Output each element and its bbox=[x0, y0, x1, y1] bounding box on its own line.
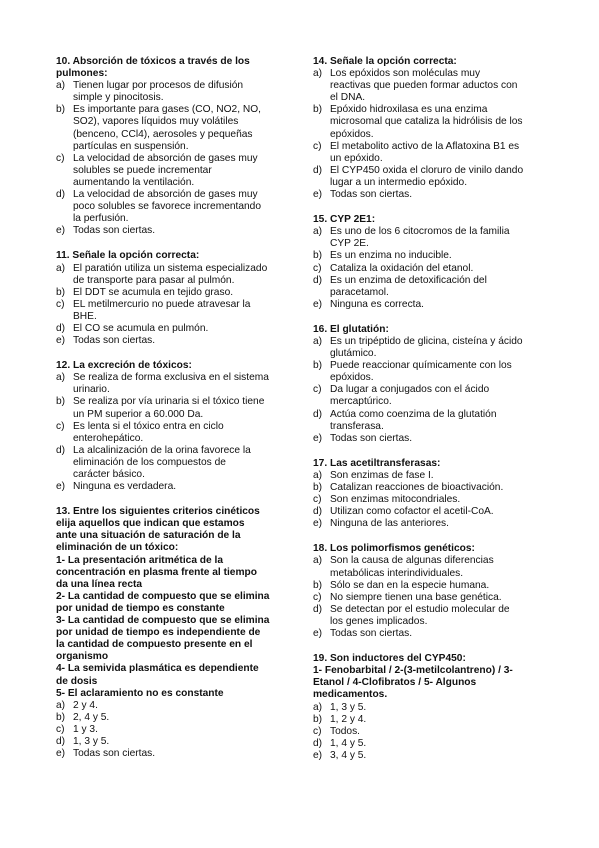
option-text-line: Todas son ciertas. bbox=[73, 748, 156, 760]
question-title-line: 17. Las acetiltransferasas: bbox=[313, 457, 441, 469]
criteria-line: da una línea recta bbox=[56, 578, 143, 590]
option-letter: c) bbox=[313, 262, 322, 274]
question-title-line: 19. Son inductores del CYP450: bbox=[313, 653, 466, 665]
option-text-line: Todas son ciertas. bbox=[330, 189, 413, 201]
option-letter: e) bbox=[56, 225, 66, 237]
option-letter: a) bbox=[56, 699, 66, 711]
question-title-line: 1- Fenobarbital / 2-(3-metilcolantreno) / 3- bbox=[313, 665, 513, 677]
answer-option bbox=[313, 518, 545, 530]
option-letter: d) bbox=[313, 274, 323, 286]
answer-option bbox=[313, 275, 545, 299]
option-text bbox=[73, 299, 284, 323]
question-title bbox=[313, 458, 545, 470]
answer-option bbox=[313, 250, 545, 262]
options-list bbox=[56, 80, 284, 237]
option-text bbox=[330, 738, 545, 750]
option-letter: b) bbox=[56, 104, 66, 116]
option-letter: c) bbox=[313, 384, 322, 396]
option-text bbox=[330, 275, 545, 299]
option-letter: a) bbox=[56, 372, 66, 384]
options-list bbox=[56, 263, 284, 348]
question-title-line: 12. La excreción de tóxicos: bbox=[56, 360, 192, 372]
option-text-line: Actúa como coenzima de la glutatión bbox=[330, 408, 497, 420]
option-letter: e) bbox=[56, 335, 66, 347]
answer-option bbox=[56, 104, 284, 152]
question-title-line: 13. Entre los siguientes criterios cinéticos bbox=[56, 506, 260, 518]
option-text bbox=[330, 628, 545, 640]
option-text-line: enterohepático. bbox=[73, 432, 144, 444]
option-letter: a) bbox=[313, 469, 323, 481]
options-list bbox=[56, 700, 284, 760]
option-text-line: El CYP450 oxida el cloruro de vinilo dando bbox=[330, 164, 524, 176]
option-text bbox=[330, 580, 545, 592]
option-text-line: Tienen lugar por procesos de difusión bbox=[73, 80, 244, 92]
question-title-line: elija aquellos que indican que estamos bbox=[56, 518, 245, 530]
answer-option bbox=[313, 738, 545, 750]
question-title bbox=[56, 56, 284, 80]
option-letter: c) bbox=[313, 591, 322, 603]
answer-option bbox=[313, 299, 545, 311]
option-text bbox=[330, 409, 545, 433]
option-text bbox=[73, 287, 284, 299]
option-letter: a) bbox=[313, 226, 323, 238]
question-block bbox=[56, 56, 284, 237]
answer-option bbox=[313, 714, 545, 726]
question-block bbox=[313, 324, 545, 445]
option-text-line: Se realiza por vía urinaria si el tóxico tiene bbox=[73, 396, 265, 408]
option-text-line: Da lugar a conjugados con el ácido bbox=[330, 384, 490, 396]
answer-option bbox=[56, 323, 284, 335]
option-text bbox=[330, 360, 545, 384]
question-title bbox=[313, 653, 545, 701]
answer-option bbox=[56, 225, 284, 237]
option-text bbox=[330, 714, 545, 726]
option-text-line: urinario. bbox=[73, 384, 110, 396]
answer-option bbox=[56, 724, 284, 736]
answer-option bbox=[56, 445, 284, 481]
option-text bbox=[73, 481, 284, 493]
answer-option bbox=[56, 372, 284, 396]
option-text-line: los genes implicados. bbox=[330, 615, 428, 627]
option-text-line: Es un enzima de detoxificación del bbox=[330, 274, 487, 286]
option-text-line: 2, 4 y 5. bbox=[73, 711, 110, 723]
option-text bbox=[73, 153, 284, 189]
option-letter: c) bbox=[313, 725, 322, 737]
option-text-line: paracetamol. bbox=[330, 286, 389, 298]
option-letter: b) bbox=[313, 250, 323, 262]
option-text-line: Ninguna es correcta. bbox=[330, 298, 425, 310]
option-text-line: Cataliza la oxidación del etanol. bbox=[330, 262, 474, 274]
criteria-line: 1- La presentación aritmética de la bbox=[56, 554, 224, 566]
option-text bbox=[330, 384, 545, 408]
criteria-line: por unidad de tiempo es constante bbox=[56, 602, 225, 614]
option-text bbox=[330, 68, 545, 104]
answer-option bbox=[313, 470, 545, 482]
option-text bbox=[330, 518, 545, 530]
answer-option bbox=[56, 287, 284, 299]
answer-option bbox=[313, 494, 545, 506]
answer-option bbox=[313, 226, 545, 250]
option-text-line: El paratión utiliza un sistema especializado bbox=[73, 262, 268, 274]
option-text bbox=[330, 726, 545, 738]
option-letter: e) bbox=[313, 298, 323, 310]
option-text-line: 1, 2 y 4. bbox=[330, 713, 367, 725]
answer-option bbox=[313, 555, 545, 579]
option-text-line: un epóxido. bbox=[330, 152, 383, 164]
option-text bbox=[73, 700, 284, 712]
option-letter: b) bbox=[313, 360, 323, 372]
option-text-line: CYP 2E. bbox=[330, 238, 369, 250]
question-title bbox=[313, 543, 545, 555]
question-title-line: 14. Señale la opción correcta: bbox=[313, 56, 457, 67]
answer-option bbox=[313, 336, 545, 360]
answer-option bbox=[313, 750, 545, 762]
answer-option bbox=[313, 580, 545, 592]
option-text bbox=[73, 445, 284, 481]
criteria-line: de dosis bbox=[56, 675, 98, 687]
option-text-line: aumentando la ventilación. bbox=[73, 176, 195, 188]
answer-option bbox=[313, 409, 545, 433]
option-text-line: reactivas que pueden formar aductos con bbox=[330, 80, 518, 92]
option-text bbox=[330, 104, 545, 140]
answer-option bbox=[56, 700, 284, 712]
question-block bbox=[56, 360, 284, 493]
question-block bbox=[313, 214, 545, 311]
criteria-line: 5- El aclaramiento no es constante bbox=[56, 687, 224, 699]
option-text-line: mercaptúrico. bbox=[330, 396, 392, 408]
option-text-line: lugar a un intermedio epóxido. bbox=[330, 176, 468, 188]
option-letter: d) bbox=[313, 506, 323, 518]
answer-option bbox=[313, 263, 545, 275]
option-letter: d) bbox=[313, 737, 323, 749]
question-title bbox=[56, 250, 284, 262]
option-text bbox=[330, 226, 545, 250]
question-title-line: eliminación de un tóxico: bbox=[56, 542, 179, 554]
option-text-line: Utilizan como cofactor el acetil-CoA. bbox=[330, 506, 494, 518]
right-column bbox=[313, 56, 545, 775]
answer-option bbox=[56, 335, 284, 347]
answer-option bbox=[56, 712, 284, 724]
answer-option bbox=[56, 80, 284, 104]
criteria-line: la cantidad de compuesto presente en el bbox=[56, 639, 253, 651]
option-text-line: Se detectan por el estudio molecular de bbox=[330, 603, 510, 615]
option-letter: b) bbox=[313, 713, 323, 725]
question-block bbox=[313, 458, 545, 531]
criteria-list bbox=[56, 555, 284, 700]
option-text-line: Es un tripéptido de glicina, cisteína y ácido bbox=[330, 335, 523, 347]
option-text bbox=[330, 470, 545, 482]
criteria-line: 4- La semivida plasmática es dependiente bbox=[56, 663, 259, 675]
option-text-line: 3, 4 y 5. bbox=[330, 749, 367, 761]
answer-option bbox=[313, 104, 545, 140]
question-block bbox=[56, 250, 284, 347]
answer-option bbox=[56, 481, 284, 493]
option-text-line: Todas son ciertas. bbox=[73, 225, 156, 237]
option-letter: d) bbox=[56, 322, 66, 334]
option-letter: a) bbox=[313, 335, 323, 347]
option-text-line: 1 y 3. bbox=[73, 723, 98, 735]
option-text bbox=[330, 141, 545, 165]
option-text-line: La alcalinización de la orina favorece la bbox=[73, 444, 251, 456]
option-text bbox=[73, 712, 284, 724]
question-block bbox=[313, 56, 545, 201]
option-text-line: Es uno de los 6 citocromos de la familia bbox=[330, 226, 510, 238]
option-text bbox=[73, 335, 284, 347]
option-text-line: 1, 3 y 5. bbox=[73, 735, 110, 747]
option-text-line: Es un enzima no inducible. bbox=[330, 250, 452, 262]
options-list bbox=[313, 470, 545, 530]
option-letter: c) bbox=[313, 494, 322, 506]
option-letter: a) bbox=[56, 80, 66, 92]
options-list bbox=[313, 226, 545, 311]
question-block bbox=[313, 653, 545, 762]
answer-option bbox=[56, 189, 284, 225]
option-text bbox=[330, 433, 545, 445]
option-letter: e) bbox=[56, 748, 66, 760]
option-text bbox=[73, 396, 284, 420]
answer-option bbox=[313, 189, 545, 201]
option-text-line: Todas son ciertas. bbox=[73, 335, 156, 347]
option-text bbox=[330, 263, 545, 275]
option-text-line: Puede reaccionar químicamente con los bbox=[330, 360, 512, 372]
option-text bbox=[73, 724, 284, 736]
option-text bbox=[73, 323, 284, 335]
option-letter: e) bbox=[313, 189, 323, 201]
option-text-line: EL metilmercurio no puede atravesar la bbox=[73, 298, 251, 310]
answer-option bbox=[313, 384, 545, 408]
option-text-line: transferasa. bbox=[330, 420, 384, 432]
options-list bbox=[313, 555, 545, 640]
option-text-line: Son enzimas de fase I. bbox=[330, 469, 434, 481]
option-text bbox=[330, 189, 545, 201]
option-text-line: El metabolito activo de la Aflatoxina B1 es bbox=[330, 140, 520, 152]
answer-option bbox=[313, 141, 545, 165]
question-title-line: 15. CYP 2E1: bbox=[313, 214, 376, 226]
option-text-line: glutámico. bbox=[330, 348, 377, 360]
question-title bbox=[56, 506, 284, 554]
answer-option bbox=[313, 68, 545, 104]
option-text-line: poco solubles se favorece incrementando bbox=[73, 201, 262, 213]
option-text-line: un PM superior a 60.000 Da. bbox=[73, 408, 204, 420]
option-text-line: El CO se acumula en pulmón. bbox=[73, 322, 209, 334]
option-text bbox=[73, 748, 284, 760]
option-text-line: epóxidos. bbox=[330, 128, 374, 140]
option-text-line: Todos. bbox=[330, 725, 361, 737]
option-text-line: de transporte para pasar al pulmón. bbox=[73, 274, 235, 286]
option-text-line: partículas en suspensión. bbox=[73, 140, 189, 152]
option-text-line: 1, 3 y 5. bbox=[330, 701, 367, 713]
option-text-line: solubles se puede incrementar bbox=[73, 164, 212, 176]
question-block bbox=[313, 543, 545, 640]
question-title-line: pulmones: bbox=[56, 68, 108, 80]
option-letter: b) bbox=[56, 286, 66, 298]
criteria-line: organismo bbox=[56, 651, 109, 663]
option-text-line: simple y pinocitosis. bbox=[73, 92, 164, 104]
criteria-line: por unidad de tiempo es independiente de bbox=[56, 627, 261, 639]
answer-option bbox=[313, 360, 545, 384]
option-letter: d) bbox=[56, 735, 66, 747]
option-letter: b) bbox=[56, 396, 66, 408]
option-text bbox=[73, 372, 284, 396]
option-letter: e) bbox=[313, 628, 323, 640]
option-text-line: La velocidad de absorción de gases muy bbox=[73, 189, 258, 201]
option-text bbox=[73, 263, 284, 287]
option-text-line: Son enzimas mitocondriales. bbox=[330, 494, 461, 506]
options-list bbox=[313, 702, 545, 762]
option-text bbox=[330, 506, 545, 518]
question-title-line: ante una situación de saturación de la bbox=[56, 530, 241, 542]
option-text-line: eliminación de los compuestos de bbox=[73, 456, 226, 468]
answer-option bbox=[56, 153, 284, 189]
option-text-line: Es lenta si el tóxico entra en ciclo bbox=[73, 420, 224, 432]
criteria-line: 3- La cantidad de compuesto que se elimina bbox=[56, 615, 270, 627]
answer-option bbox=[56, 263, 284, 287]
answer-option bbox=[313, 592, 545, 604]
option-letter: e) bbox=[56, 481, 66, 493]
option-letter: b) bbox=[56, 711, 66, 723]
answer-option bbox=[56, 421, 284, 445]
option-text-line: Ninguna es verdadera. bbox=[73, 481, 177, 493]
option-text-line: Epóxido hidroxilasa es una enzima bbox=[330, 104, 488, 116]
option-letter: a) bbox=[56, 262, 66, 274]
option-text-line: Son la causa de algunas diferencias bbox=[330, 555, 494, 567]
question-title-line: Etanol / 4-Clofibratos / 5- Algunos bbox=[313, 677, 477, 689]
answer-option bbox=[313, 506, 545, 518]
option-text bbox=[73, 736, 284, 748]
question-title-line: 10. Absorción de tóxicos a través de los bbox=[56, 56, 250, 67]
option-text bbox=[330, 702, 545, 714]
question-title bbox=[313, 214, 545, 226]
answer-option bbox=[313, 628, 545, 640]
option-text bbox=[330, 555, 545, 579]
option-text-line: Todas son ciertas. bbox=[330, 432, 413, 444]
answer-option bbox=[313, 165, 545, 189]
option-text-line: 1, 4 y 5. bbox=[330, 737, 367, 749]
option-text-line: la perfusión. bbox=[73, 213, 129, 225]
option-letter: d) bbox=[313, 603, 323, 615]
option-text-line: Es importante para gases (CO, NO2, NO, bbox=[73, 104, 261, 116]
option-text bbox=[330, 336, 545, 360]
option-text bbox=[330, 165, 545, 189]
question-title-line: 11. Señale la opción correcta: bbox=[56, 250, 200, 262]
options-list bbox=[313, 68, 545, 201]
question-title-line: 18. Los polimorfismos genéticos: bbox=[313, 543, 475, 555]
options-list bbox=[313, 336, 545, 445]
option-text bbox=[330, 592, 545, 604]
option-text-line: La velocidad de absorción de gases muy bbox=[73, 152, 258, 164]
answer-option bbox=[313, 482, 545, 494]
answer-option bbox=[56, 736, 284, 748]
option-letter: c) bbox=[56, 298, 65, 310]
option-text-line: Sólo se dan en la especie humana. bbox=[330, 579, 490, 591]
option-text bbox=[73, 104, 284, 152]
option-letter: c) bbox=[313, 140, 322, 152]
option-text bbox=[330, 750, 545, 762]
criteria-line: concentración en plasma frente al tiempo bbox=[56, 566, 257, 578]
criteria-line: 2- La cantidad de compuesto que se elimina bbox=[56, 590, 270, 602]
option-text-line: metabólicas interindividuales. bbox=[330, 567, 464, 579]
option-letter: a) bbox=[313, 68, 323, 80]
option-text bbox=[330, 299, 545, 311]
question-title-line: 16. El glutatión: bbox=[313, 323, 389, 335]
option-text-line: carácter básico. bbox=[73, 469, 145, 480]
option-letter: e) bbox=[313, 749, 323, 761]
option-letter: a) bbox=[313, 555, 323, 567]
option-text-line: epóxidos. bbox=[330, 372, 374, 384]
option-text-line: microsomal que cataliza la hidrólisis de los bbox=[330, 116, 523, 128]
option-text-line: el DNA. bbox=[330, 92, 366, 104]
question-title bbox=[56, 360, 284, 372]
option-letter: d) bbox=[313, 164, 323, 176]
option-text-line: SO2), vapores líquidos muy volátiles bbox=[73, 116, 239, 128]
option-letter: e) bbox=[313, 432, 323, 444]
answer-option bbox=[313, 433, 545, 445]
option-text bbox=[330, 482, 545, 494]
option-letter: e) bbox=[313, 518, 323, 530]
option-text bbox=[330, 494, 545, 506]
option-text-line: Los epóxidos son moléculas muy bbox=[330, 68, 481, 80]
option-text-line: (benceno, CCl4), aerosoles y pequeñas bbox=[73, 128, 253, 140]
option-text-line: El DDT se acumula en tejido graso. bbox=[73, 286, 234, 298]
option-letter: a) bbox=[313, 701, 323, 713]
option-text bbox=[73, 421, 284, 445]
option-text-line: Todas son ciertas. bbox=[330, 628, 413, 640]
option-letter: d) bbox=[56, 444, 66, 456]
option-letter: d) bbox=[313, 408, 323, 420]
option-text bbox=[330, 604, 545, 628]
question-title bbox=[313, 324, 545, 336]
left-column bbox=[56, 56, 284, 773]
option-letter: c) bbox=[56, 723, 65, 735]
option-text bbox=[330, 250, 545, 262]
answer-option bbox=[56, 396, 284, 420]
answer-option bbox=[313, 726, 545, 738]
option-text-line: Se realiza de forma exclusiva en el sistema bbox=[73, 372, 269, 384]
option-letter: b) bbox=[313, 482, 323, 493]
option-letter: c) bbox=[56, 152, 65, 164]
option-text bbox=[73, 80, 284, 104]
question-block bbox=[56, 506, 284, 760]
option-text-line: No siempre tienen una base genética. bbox=[330, 591, 502, 603]
option-letter: d) bbox=[56, 189, 66, 201]
question-title-line: medicamentos. bbox=[313, 689, 388, 701]
options-list bbox=[56, 372, 284, 493]
option-text-line: Catalizan reacciones de bioactivación. bbox=[330, 482, 504, 493]
option-letter: b) bbox=[313, 579, 323, 591]
option-text bbox=[73, 225, 284, 237]
answer-option bbox=[56, 748, 284, 760]
answer-option bbox=[56, 299, 284, 323]
question-title bbox=[313, 56, 545, 68]
option-text-line: Ninguna de las anteriores. bbox=[330, 518, 449, 530]
option-letter: b) bbox=[313, 104, 323, 116]
option-letter: c) bbox=[56, 420, 65, 432]
option-text-line: 2 y 4. bbox=[73, 699, 98, 711]
option-text-line: BHE. bbox=[73, 310, 97, 322]
answer-option bbox=[313, 702, 545, 714]
answer-option bbox=[313, 604, 545, 628]
option-text bbox=[73, 189, 284, 225]
